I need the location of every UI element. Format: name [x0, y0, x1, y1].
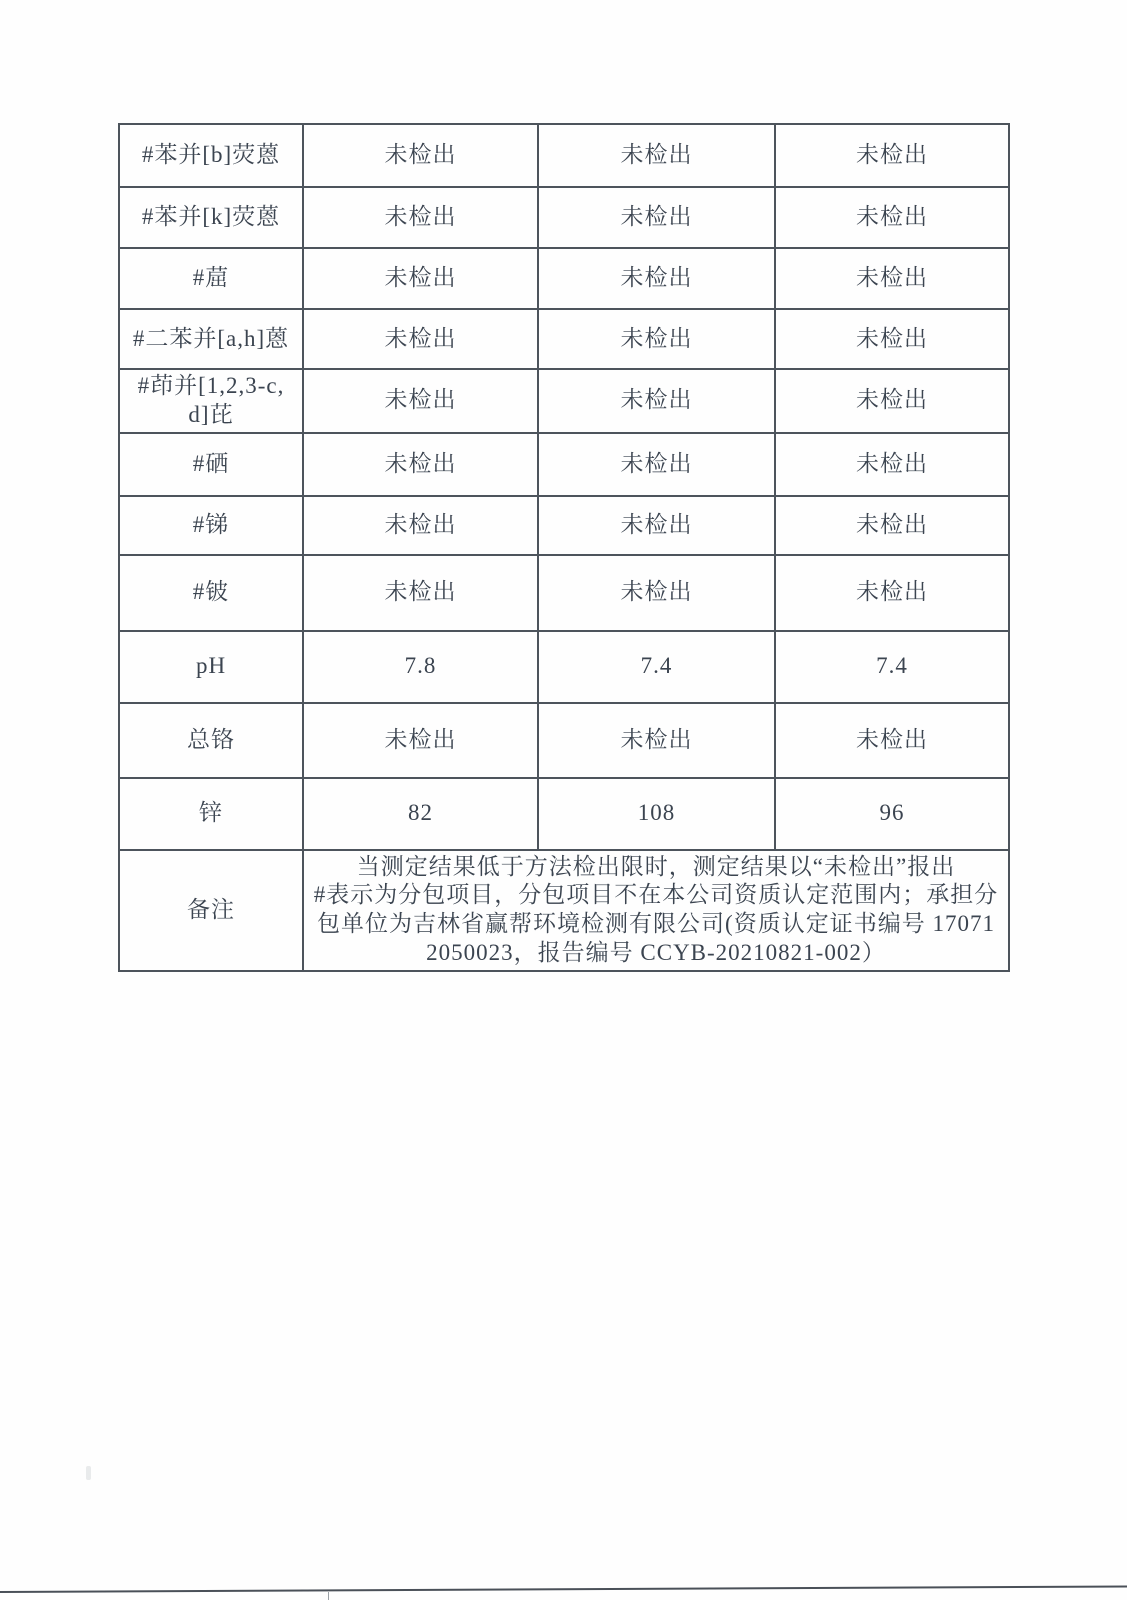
table-row [119, 124, 1009, 187]
remarks-note-1: 当测定结果低于方法检出限时，测定结果以“未检出”报出 [356, 853, 956, 879]
table-row [119, 248, 1009, 309]
table-row [119, 631, 1009, 703]
result-cell: 未检出 [775, 248, 1009, 309]
result-cell: 未检出 [303, 496, 538, 555]
result-cell: 7.4 [775, 631, 1009, 703]
result-cell: 7.4 [538, 631, 775, 703]
remarks-note-2: #表示为分包项目，分包项目不在本公司资质认定范围内；承担分包单位为吉林省赢帮环境检测有限公司(资质认定证书编号 170712050023，报告编号 CCYB-20210821-002） [313, 882, 999, 965]
parameter-cell: pH [119, 631, 303, 703]
result-cell: 未检出 [303, 124, 538, 187]
result-cell: 未检出 [303, 309, 538, 369]
result-cell: 未检出 [303, 433, 538, 496]
table-row [119, 433, 1009, 496]
parameter-cell: #茚并[1,2,3-c,d]芘 [119, 369, 303, 433]
result-cell: 82 [303, 778, 538, 850]
parameter-cell: #硒 [119, 433, 303, 496]
result-cell: 未检出 [538, 248, 775, 309]
result-cell: 未检出 [775, 124, 1009, 187]
result-cell: 未检出 [538, 187, 775, 248]
result-cell: 未检出 [538, 309, 775, 369]
parameter-cell: 总铬 [119, 703, 303, 778]
table-row [119, 703, 1009, 778]
result-cell: 未检出 [538, 369, 775, 433]
result-cell: 96 [775, 778, 1009, 850]
result-cell: 未检出 [538, 555, 775, 631]
result-cell: 未检出 [538, 433, 775, 496]
table-row [119, 778, 1009, 850]
parameter-cell: #铍 [119, 555, 303, 631]
result-cell: 未检出 [303, 555, 538, 631]
result-cell: 未检出 [303, 703, 538, 778]
parameter-cell: #䓛 [119, 248, 303, 309]
result-cell: 未检出 [538, 124, 775, 187]
parameter-cell: #二苯并[a,h]蒽 [119, 309, 303, 369]
parameter-cell: #苯并[k]荧蒽 [119, 187, 303, 248]
parameter-cell: #苯并[b]荧蒽 [119, 124, 303, 187]
result-cell: 未检出 [303, 187, 538, 248]
result-cell: 未检出 [775, 309, 1009, 369]
result-cell: 7.8 [303, 631, 538, 703]
result-cell: 未检出 [775, 496, 1009, 555]
result-cell: 未检出 [775, 703, 1009, 778]
table-row [119, 555, 1009, 631]
remarks-label-cell: 备注 [119, 850, 303, 971]
result-cell: 未检出 [303, 369, 538, 433]
result-cell: 未检出 [775, 433, 1009, 496]
remarks-row [119, 850, 1009, 971]
result-cell: 未检出 [775, 369, 1009, 433]
scan-artifact-speck [86, 1466, 91, 1480]
parameter-cell: 锌 [119, 778, 303, 850]
result-cell: 108 [538, 778, 775, 850]
table-row [119, 496, 1009, 555]
table-row [119, 187, 1009, 248]
result-cell: 未检出 [303, 248, 538, 309]
monitoring-results-table [118, 123, 1010, 972]
scan-page-edge-line [0, 1585, 1127, 1593]
result-cell: 未检出 [775, 187, 1009, 248]
result-cell: 未检出 [538, 496, 775, 555]
result-cell: 未检出 [775, 555, 1009, 631]
table-row [119, 369, 1009, 433]
scan-page-edge-stub [328, 1592, 329, 1600]
remarks-content-cell [303, 850, 1009, 971]
parameter-cell: #锑 [119, 496, 303, 555]
result-cell: 未检出 [538, 703, 775, 778]
table-row [119, 309, 1009, 369]
